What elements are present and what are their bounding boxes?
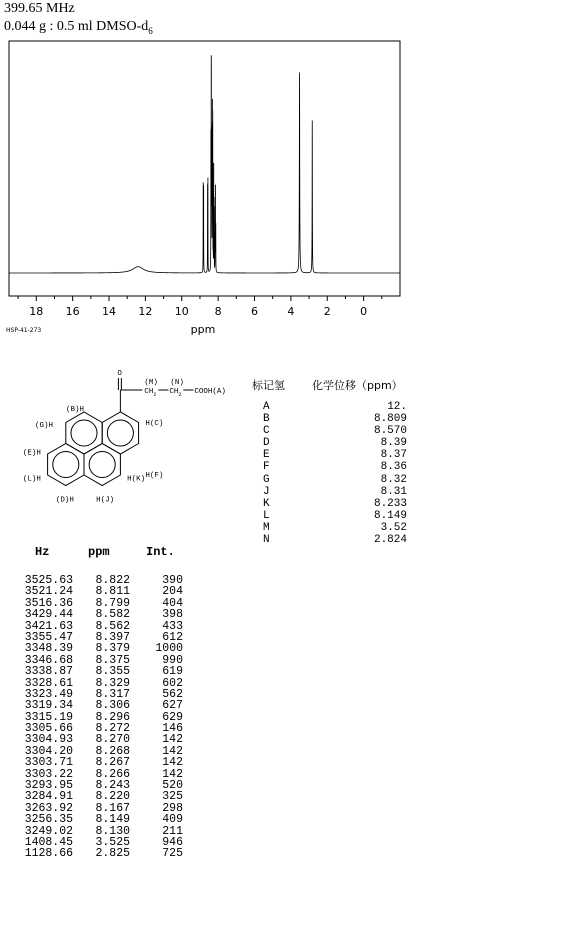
peak-header-int: Int. [146, 545, 175, 559]
sample-subscript: 6 [148, 25, 153, 36]
peak-hz: 3516.36 [24, 596, 73, 610]
x-axis-label: ppm [190, 323, 216, 336]
peak-intensity: 142 [162, 767, 183, 781]
molecule-structure [0, 362, 250, 542]
assignment-table [252, 377, 407, 546]
ch2-n-label: CH [169, 388, 179, 396]
x-tick-label: 16 [65, 305, 80, 318]
peak-row [0, 757, 200, 768]
peak-intensity: 433 [162, 619, 183, 633]
assignment-label: F [263, 461, 270, 474]
peak-ppm: 8.375 [95, 653, 130, 667]
peak-intensity: 990 [162, 653, 183, 667]
peak-header-ppm: ppm [88, 545, 110, 559]
peak-ppm: 8.220 [95, 790, 130, 804]
subscript-label: 2 [153, 392, 157, 398]
peak-intensity: 398 [162, 608, 183, 622]
assignment-label: A [263, 401, 270, 413]
peak-list-table [0, 575, 200, 860]
assignment-row [252, 474, 407, 486]
peak-intensity: 390 [162, 574, 183, 587]
peak-ppm: 8.397 [95, 630, 130, 644]
peak-intensity: 520 [162, 779, 183, 793]
assignment-shift: 8.570 [373, 425, 407, 438]
peak-hz: 3429.44 [24, 608, 73, 622]
peak-hz: 3328.61 [24, 676, 73, 690]
assignment-row [252, 437, 407, 449]
peak-intensity: 142 [162, 744, 183, 758]
peak-hz: 3256.35 [24, 813, 73, 827]
peak-hz: 3525.63 [24, 574, 73, 587]
peak-intensity: 204 [162, 585, 183, 599]
peak-intensity: 146 [162, 722, 183, 736]
plot-frame [9, 41, 400, 296]
sample-text: 0.044 g : 0.5 ml DMSO-d [4, 19, 149, 34]
peak-hz: 3338.87 [24, 665, 73, 679]
peak-hz: 3421.63 [24, 619, 73, 633]
assignment-row [252, 401, 407, 413]
peak-hz: 3303.71 [24, 756, 73, 770]
m-label: (M) [144, 379, 158, 387]
peak-intensity: 1000 [155, 642, 183, 656]
peak-ppm: 8.266 [95, 767, 130, 781]
peak-hz: 3263.92 [24, 801, 73, 815]
x-tick-label: 2 [323, 305, 331, 318]
peak-hz: 3284.91 [24, 790, 73, 804]
peak-intensity: 142 [162, 756, 183, 770]
peak-ppm: 8.329 [95, 676, 130, 690]
peak-ppm: 8.243 [95, 779, 130, 793]
h-label-c: H(C) [145, 420, 164, 428]
assignment-shift: 8.32 [380, 473, 407, 486]
peak-ppm: 8.268 [95, 744, 130, 758]
assignment-label: C [263, 425, 270, 438]
assignment-shift: 8.233 [373, 497, 407, 510]
aromatic-circle [89, 451, 115, 477]
x-tick-label: 8 [214, 305, 222, 318]
assignment-header [252, 377, 407, 393]
assignment-label: J [263, 485, 270, 498]
nmr-spectrum-chart [0, 36, 570, 340]
peak-hz: 3304.20 [24, 744, 73, 758]
h-label-b: (B)H [66, 406, 85, 414]
aromatic-circle [53, 451, 79, 477]
peak-hz: 1128.66 [24, 847, 73, 861]
assignment-label: M [263, 521, 270, 534]
assignment-header-shift: 化学位移（ppm） [312, 379, 403, 392]
frequency-label: 399.65 MHz [4, 1, 75, 16]
assignment-row [252, 486, 407, 498]
peak-intensity: 612 [162, 630, 183, 644]
peak-ppm: 8.272 [95, 722, 130, 736]
assignment-row [252, 498, 407, 510]
aromatic-circle [107, 420, 133, 446]
peak-ppm: 8.130 [95, 824, 130, 838]
peak-hz: 3249.02 [24, 824, 73, 838]
peak-ppm: 2.825 [95, 847, 130, 861]
peak-intensity: 946 [162, 835, 183, 849]
x-tick-label: 12 [138, 305, 153, 318]
assignment-shift: 8.809 [373, 413, 407, 426]
x-tick-label: 0 [360, 305, 368, 318]
x-axis-ticks [18, 296, 382, 318]
h-label-g: (G)H [35, 422, 54, 430]
peak-hz: 3315.19 [24, 710, 73, 724]
assignment-row [252, 425, 407, 437]
peak-ppm: 8.306 [95, 699, 130, 713]
assignment-shift: 2.824 [373, 534, 407, 547]
spectrum-trace [9, 56, 400, 273]
peak-hz: 3319.34 [24, 699, 73, 713]
h-label-k: H(K) [127, 475, 146, 484]
peak-hz: 3346.68 [24, 653, 73, 667]
aromatic-circle [71, 420, 97, 446]
peak-hz: 3303.22 [24, 767, 73, 781]
assignment-label: K [263, 497, 270, 510]
peak-hz: 3305.66 [24, 722, 73, 736]
assignment-row [252, 449, 407, 461]
peak-intensity: 562 [162, 687, 183, 701]
peak-hz: 3521.24 [24, 585, 73, 599]
peak-hz: 3348.39 [24, 642, 73, 656]
x-tick-label: 18 [29, 305, 44, 318]
peak-intensity: 298 [162, 801, 183, 815]
peak-ppm: 8.562 [95, 619, 130, 633]
assignment-shift: 8.31 [380, 485, 407, 498]
h-label-e: (E)H [22, 449, 41, 458]
assignment-label: B [263, 413, 270, 426]
assignment-shift: 8.37 [380, 449, 407, 462]
assignment-row [252, 510, 407, 522]
peak-ppm: 8.267 [95, 756, 130, 770]
x-tick-label: 6 [251, 305, 259, 318]
peak-intensity: 619 [162, 665, 183, 679]
peak-intensity: 602 [162, 676, 183, 690]
peak-hz: 3293.95 [24, 779, 73, 793]
assignment-label: L [263, 509, 270, 522]
assignment-shift: 8.149 [373, 509, 407, 522]
h-label-d: (D)H [55, 496, 74, 505]
assignment-row [252, 413, 407, 425]
h-label-l: (L)H [22, 475, 41, 484]
peak-hz: 3323.49 [24, 687, 73, 701]
peak-intensity: 629 [162, 710, 183, 724]
assignment-shift: 12. [387, 401, 407, 413]
peak-ppm: 8.379 [95, 642, 130, 656]
n-label: (N) [170, 379, 184, 387]
peak-intensity: 142 [162, 733, 183, 747]
peak-hz: 3304.93 [24, 733, 73, 747]
assignment-label: N [263, 534, 270, 547]
peak-ppm: 8.296 [95, 710, 130, 724]
assignment-header-label: 标记氢 [252, 379, 285, 392]
assignment-shift: 8.39 [380, 437, 407, 450]
assignment-row [252, 522, 407, 534]
h-label-j: H(J) [96, 496, 115, 505]
peak-row [0, 666, 200, 677]
peak-ppm: 3.525 [95, 835, 130, 849]
peak-intensity: 325 [162, 790, 183, 804]
peak-ppm: 8.317 [95, 687, 130, 701]
cooh-label: COOH(A) [194, 388, 226, 396]
spectrum-code: HSP-41-273 [6, 327, 42, 334]
assignment-label: D [263, 437, 270, 450]
h-label-f: H(F) [145, 472, 164, 480]
peak-hz: 3355.47 [24, 630, 73, 644]
x-tick-label: 4 [287, 305, 295, 318]
peak-hz: 1408.45 [24, 835, 73, 849]
peak-row [0, 814, 200, 825]
peak-header-hz: Hz [35, 545, 50, 559]
assignment-row [252, 461, 407, 473]
assignment-label: E [263, 449, 270, 462]
peak-ppm: 8.811 [95, 585, 130, 599]
x-tick-label: 14 [102, 305, 117, 318]
assignment-shift: 8.36 [380, 461, 407, 474]
peak-ppm: 8.799 [95, 596, 130, 610]
assignment-shift: 3.52 [380, 521, 407, 534]
peak-ppm: 8.582 [95, 608, 130, 622]
peak-ppm: 8.167 [95, 801, 130, 815]
ch2-m-label: CH [144, 388, 154, 396]
peak-intensity: 725 [162, 847, 183, 861]
peak-intensity: 404 [162, 596, 183, 610]
assignment-row [252, 534, 407, 546]
peak-row [0, 848, 200, 859]
peak-ppm: 8.822 [95, 574, 130, 587]
peak-ppm: 8.355 [95, 665, 130, 679]
peak-intensity: 409 [162, 813, 183, 827]
oxygen-label: O [117, 370, 122, 378]
peak-intensity: 211 [162, 824, 183, 838]
peak-row [0, 700, 200, 711]
peak-ppm: 8.149 [95, 813, 130, 827]
peak-row [0, 609, 200, 620]
subscript-label: 2 [178, 392, 182, 398]
assignment-label: G [263, 473, 270, 486]
peak-ppm: 8.270 [95, 733, 130, 747]
peak-intensity: 627 [162, 699, 183, 713]
x-tick-label: 10 [174, 305, 189, 318]
